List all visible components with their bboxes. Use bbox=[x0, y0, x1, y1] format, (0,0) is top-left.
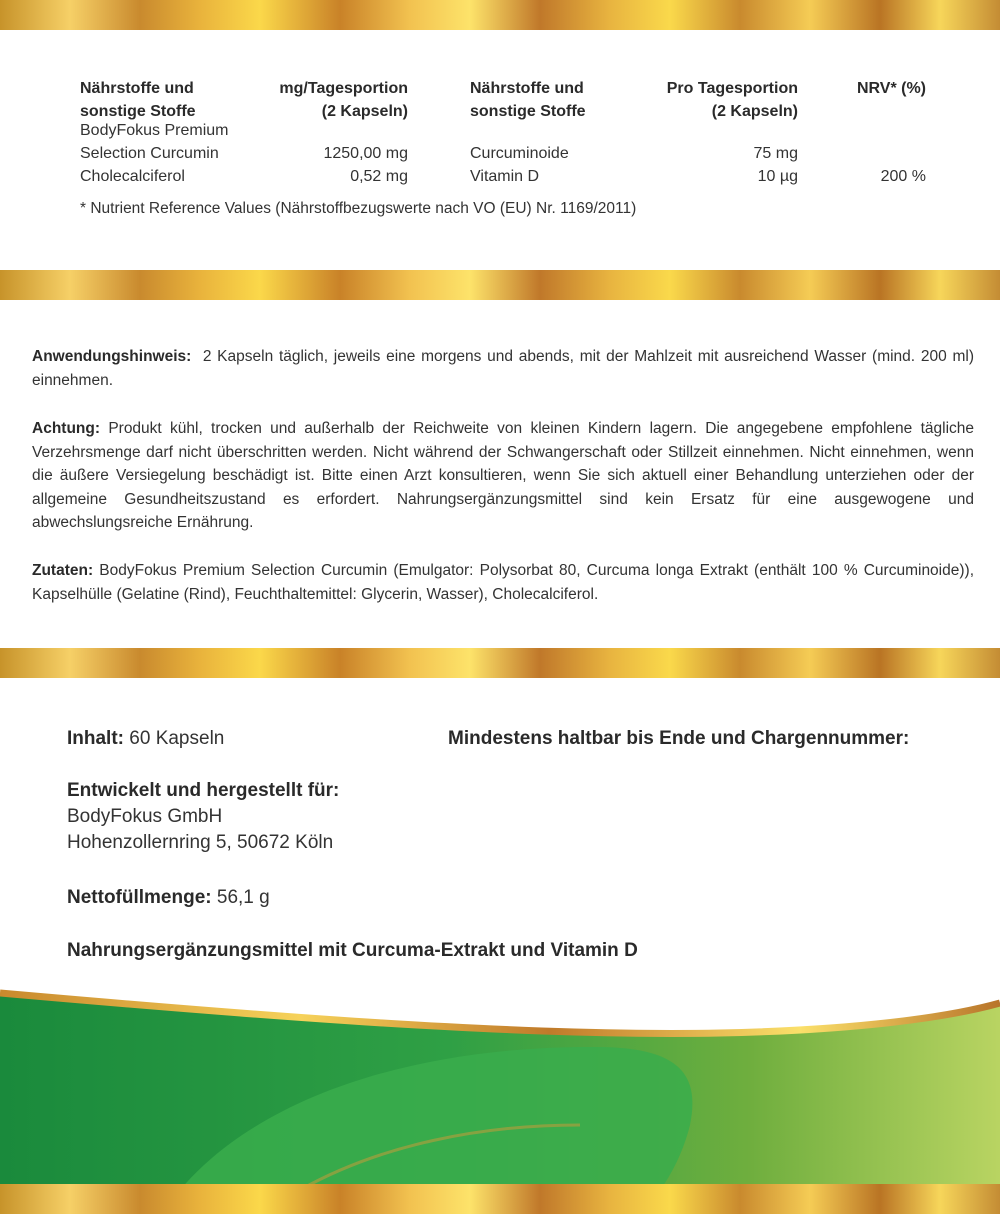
header-col2-line2: (2 Kapseln) bbox=[321, 103, 408, 120]
row2-mg: 0,52 mg bbox=[350, 168, 408, 185]
ingredients-text: BodyFokus Premium Selection Curcumin (Emulgator: Polysorbat 80, Curcuma longa Extrakt (enthält 100 % Curcuminoide)), Kapselhülle (Gelatine (Rind), Feuchthaltemittel: Glycerin, Wasser), Cholecalciferol. bbox=[32, 562, 974, 603]
row2-ingredient: Cholecalciferol bbox=[80, 168, 185, 185]
row2-per-portion: 10 µg bbox=[757, 168, 798, 185]
header-col1 bbox=[80, 77, 196, 123]
manufacturer-address: Hohenzollernring 5, 50672 Köln bbox=[67, 832, 334, 853]
warning-paragraph bbox=[32, 417, 974, 535]
product-type: Nahrungsergänzungsmittel mit Curcuma-Extrakt und Vitamin D bbox=[67, 940, 638, 961]
header-col4-line1: Pro Tagesportion bbox=[666, 80, 798, 97]
header-col5: NRV* (%) bbox=[856, 80, 926, 97]
row2-nrv: 200 % bbox=[880, 168, 926, 185]
row1-ingredient-line1: BodyFokus Premium bbox=[80, 122, 229, 139]
gold-band-bottom bbox=[0, 1184, 1000, 1214]
header-col3-line2: sonstige Stoffe bbox=[470, 103, 586, 120]
header-col3 bbox=[470, 77, 586, 123]
header-col1-line2: sonstige Stoffe bbox=[80, 103, 196, 120]
gold-band-middle-2 bbox=[0, 648, 1000, 678]
product-type-line bbox=[67, 938, 638, 964]
green-leaf-wave-graphic bbox=[0, 985, 1000, 1190]
row1-per-portion: 75 mg bbox=[753, 145, 798, 162]
header-col4-line2: (2 Kapseln) bbox=[711, 103, 798, 120]
header-col1-line1: Nährstoffe und bbox=[80, 80, 194, 97]
header-col2-line1: mg/Tagesportion bbox=[279, 80, 408, 97]
row1-ingredient-line2: Selection Curcumin bbox=[80, 145, 219, 162]
row1-nutrient: Curcuminoide bbox=[470, 145, 569, 162]
manufacturer-label: Entwickelt und hergestellt für: bbox=[67, 780, 340, 801]
ingredients-paragraph bbox=[32, 559, 974, 606]
header-col3-line1: Nährstoffe und bbox=[470, 80, 584, 97]
net-quantity-line bbox=[67, 885, 270, 911]
content-value: 60 Kapseln bbox=[129, 728, 225, 749]
net-value: 56,1 g bbox=[216, 887, 270, 908]
warning-label: Achtung: bbox=[32, 420, 101, 437]
best-before-label: Mindestens haltbar bis Ende und Chargennummer: bbox=[448, 728, 910, 749]
usage-paragraph bbox=[32, 345, 974, 392]
warning-text: Produkt kühl, trocken und außerhalb der Reichweite von kleinen Kindern lagern. Die angegebene empfohlene tägliche Verzehrsmenge darf nicht überschritten werden. Nicht während der Schwangerschaft oder Stillzeit einnehmen. Nicht einnehmen, wenn die äußere Versiegelung beschädigt ist. Bitte einen Arzt konsultieren, wenn Sie sich aktuell einer Behandlung unterziehen oder der allgemeine Gesundheitszustand es erfordert. Nahrungsergänzungsmittel sind kein Ersatz für eine ausgewogene und abwechslungsreiche Ernährung. bbox=[32, 420, 975, 531]
content-label: Inhalt: bbox=[67, 728, 124, 749]
ingredients-label: Zutaten: bbox=[32, 562, 94, 579]
header-col2 bbox=[230, 77, 408, 123]
nrv-footnote: * Nutrient Reference Values (Nährstoffbezugswerte nach VO (EU) Nr. 1169/2011) bbox=[80, 200, 637, 217]
gold-band-top bbox=[0, 0, 1000, 30]
manufacturer-block bbox=[67, 778, 339, 856]
net-label: Nettofüllmenge: bbox=[67, 887, 212, 908]
row1-mg: 1250,00 mg bbox=[323, 145, 408, 162]
usage-text: 2 Kapseln täglich, jeweils eine morgens und abends, mit der Mahlzeit mit ausreichend Wasser (mind. 200 ml) einnehmen. bbox=[32, 348, 974, 389]
manufacturer-name: BodyFokus GmbH bbox=[67, 806, 223, 827]
gold-band-middle-1 bbox=[0, 270, 1000, 300]
usage-label: Anwendungshinweis: bbox=[32, 348, 192, 365]
row1-ingredient bbox=[80, 119, 229, 165]
best-before-heading bbox=[448, 726, 909, 752]
header-col4 bbox=[610, 77, 798, 123]
row2-nutrient: Vitamin D bbox=[470, 168, 540, 185]
content-line bbox=[67, 726, 224, 752]
